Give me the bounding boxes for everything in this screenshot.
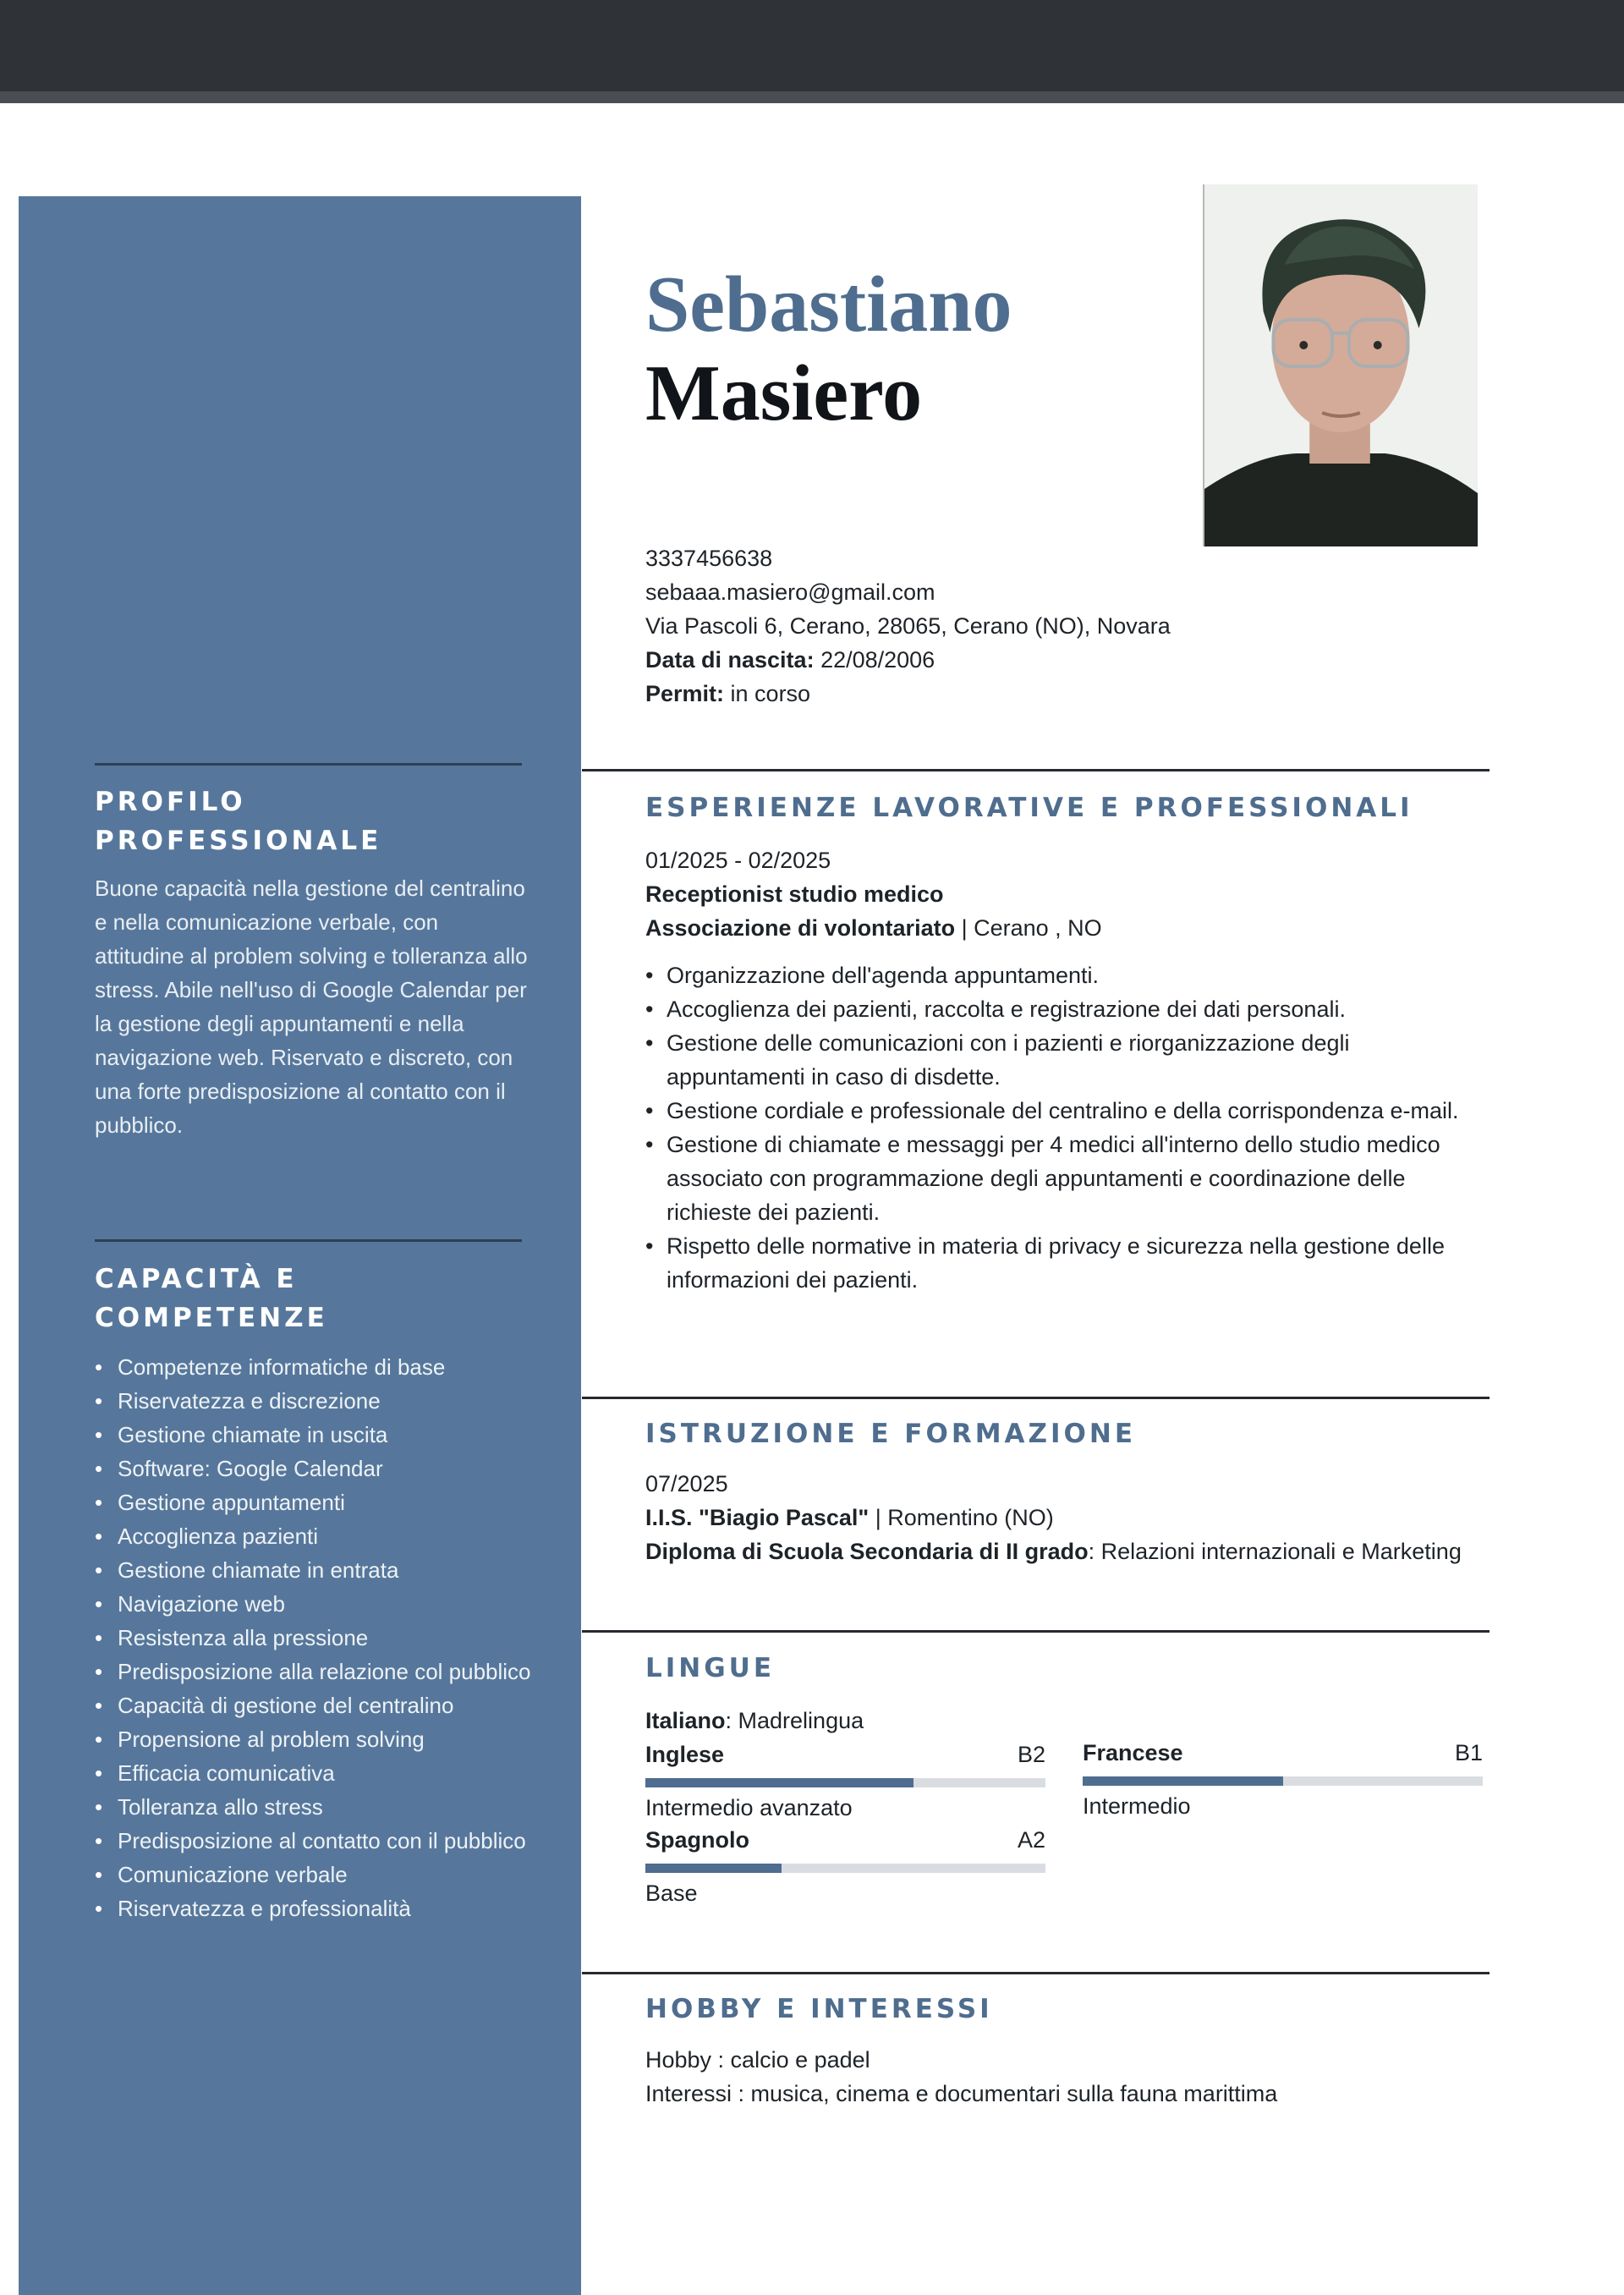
profile-photo	[1203, 184, 1478, 546]
language-level: A2	[1017, 1827, 1045, 1853]
sidebar-divider	[95, 763, 522, 766]
scan-top-border	[0, 0, 1624, 103]
skill-item: • Gestione chiamate in uscita	[95, 1418, 535, 1452]
skills-heading: CAPACITÀ E COMPETENZE	[95, 1264, 328, 1333]
skills-list	[95, 1350, 535, 1925]
language-bar-fill	[645, 1778, 914, 1787]
permit	[645, 677, 1407, 711]
skill-item: • Efficacia comunicativa	[95, 1756, 535, 1790]
scan-edge-line	[0, 91, 1624, 103]
language-bar-fill	[645, 1864, 782, 1873]
hobbies-heading: HOBBY E INTERESSI	[645, 1994, 993, 2024]
profile-text: Buone capacità nella gestione del centralino e nella comunicazione verbale, con attitudine al problem solving e tolleranza allo stress. Abile nell'uso di Google Calendar per la gestione degli appuntamenti e nella navigazione web. Riservato e discreto, con una forte predisposizione al contatto con il pubblico.	[95, 876, 528, 1138]
education-degree: Diploma di Scuola Secondaria di II grado	[645, 1539, 1089, 1564]
language-bar-fill	[1083, 1776, 1283, 1786]
email: sebaaa.masiero@gmail.com	[645, 579, 935, 605]
permit-label: Permit:	[645, 681, 725, 706]
experience-dates: 01/2025 - 02/2025	[645, 848, 831, 873]
skill-item: • Navigazione web	[95, 1587, 535, 1621]
experience-entry	[645, 843, 1491, 945]
experience-bullet: • Gestione delle comunicazioni con i pazienti e riorganizzazione degli appuntamenti in caso di disdette.	[645, 1026, 1491, 1094]
skill-item: • Capacità di gestione del centralino	[95, 1688, 535, 1722]
birth-date	[645, 643, 1407, 677]
language-name: Inglese	[645, 1742, 725, 1767]
skill-item: • Comunicazione verbale	[95, 1858, 535, 1891]
language-level: B2	[1017, 1742, 1045, 1767]
section-divider	[582, 1397, 1490, 1399]
experience-bullet: • Gestione cordiale e professionale del centralino e della corrispondenza e-mail.	[645, 1094, 1491, 1128]
language-native-level: : Madrelingua	[725, 1708, 864, 1733]
experience-heading: ESPERIENZE LAVORATIVE E PROFESSIONALI	[645, 793, 1413, 823]
language-item	[645, 1823, 1045, 1910]
language-description: Intermedio	[1083, 1793, 1191, 1819]
education-school: I.I.S. "Biagio Pascal"	[645, 1505, 870, 1530]
permit-value: in corso	[724, 681, 811, 706]
education-entry	[645, 1467, 1491, 1568]
language-bar	[645, 1864, 1045, 1873]
education-location: | Romentino (NO)	[869, 1505, 1054, 1530]
experience-location: | Cerano , NO	[955, 915, 1102, 941]
language-name: Spagnolo	[645, 1827, 749, 1853]
section-divider	[582, 1972, 1490, 1974]
language-bar	[1083, 1776, 1483, 1786]
skill-item: • Predisposizione al contatto con il pubblico	[95, 1824, 535, 1858]
skill-item: • Competenze informatiche di base	[95, 1350, 535, 1384]
skill-item: • Software: Google Calendar	[95, 1452, 535, 1485]
language-item	[1083, 1736, 1483, 1823]
languages-heading: LINGUE	[645, 1653, 776, 1683]
language-item	[645, 1738, 1045, 1825]
experience-bullet: • Accoglienza dei pazienti, raccolta e registrazione dei dati personali.	[645, 992, 1491, 1026]
interests-line: Interessi : musica, cinema e documentari sulla fauna marittima	[645, 2081, 1278, 2106]
skill-item: • Propensione al problem solving	[95, 1722, 535, 1756]
skill-item: • Accoglienza pazienti	[95, 1519, 535, 1553]
education-heading: ISTRUZIONE E FORMAZIONE	[645, 1419, 1137, 1449]
experience-role: Receptionist studio medico	[645, 881, 944, 907]
experience-bullet: • Gestione di chiamate e messaggi per 4 medici all'interno dello studio medico associato con programmazione degli appuntamenti e coordinazione delle richieste dei pazienti.	[645, 1128, 1491, 1229]
education-date: 07/2025	[645, 1471, 728, 1496]
language-name: Francese	[1083, 1740, 1183, 1765]
education-field: : Relazioni internazionali e Marketing	[1088, 1539, 1462, 1564]
skill-item: • Riservatezza e professionalità	[95, 1891, 535, 1925]
experience-employer: Associazione di volontariato	[645, 915, 956, 941]
experience-bullet: • Rispetto delle normative in materia di privacy e sicurezza nella gestione delle informazioni dei pazienti.	[645, 1229, 1491, 1297]
section-divider	[582, 769, 1490, 771]
sidebar	[19, 196, 581, 2295]
skill-item: • Tolleranza allo stress	[95, 1790, 535, 1824]
language-native	[645, 1704, 864, 1738]
language-description: Intermedio avanzato	[645, 1795, 853, 1820]
skill-item: • Riservatezza e discrezione	[95, 1384, 535, 1418]
first-name: Sebastiano	[645, 261, 1012, 349]
birth-label: Data di nascita:	[645, 647, 815, 673]
language-level: B1	[1454, 1740, 1483, 1765]
language-bar	[645, 1778, 1045, 1787]
phone: 3337456638	[645, 546, 773, 571]
birth-value: 22/08/2006	[814, 647, 935, 673]
sidebar-divider	[95, 1239, 522, 1242]
experience-bullets	[645, 958, 1491, 1297]
language-native-name: Italiano	[645, 1708, 726, 1733]
contact-block	[645, 541, 1407, 711]
skill-item: • Predisposizione alla relazione col pubblico	[95, 1655, 535, 1688]
skill-item: • Gestione chiamate in entrata	[95, 1553, 535, 1587]
experience-employer-line	[645, 911, 1491, 945]
portrait-image	[1204, 184, 1478, 546]
skill-item: • Gestione appuntamenti	[95, 1485, 535, 1519]
education-school-line	[645, 1501, 1491, 1535]
last-name: Masiero	[645, 349, 923, 437]
language-description: Base	[645, 1880, 698, 1906]
profile-heading: PROFILO PROFESSIONALE	[95, 787, 382, 856]
experience-bullet: • Organizzazione dell'agenda appuntamenti.	[645, 958, 1491, 992]
education-degree-line	[645, 1535, 1491, 1568]
skill-item: • Resistenza alla pressione	[95, 1621, 535, 1655]
section-divider	[582, 1630, 1490, 1633]
hobbies-entry	[645, 2043, 1491, 2111]
hobby-line: Hobby : calcio e padel	[645, 2047, 870, 2073]
address: Via Pascoli 6, Cerano, 28065, Cerano (NO), Novara	[645, 613, 1171, 639]
